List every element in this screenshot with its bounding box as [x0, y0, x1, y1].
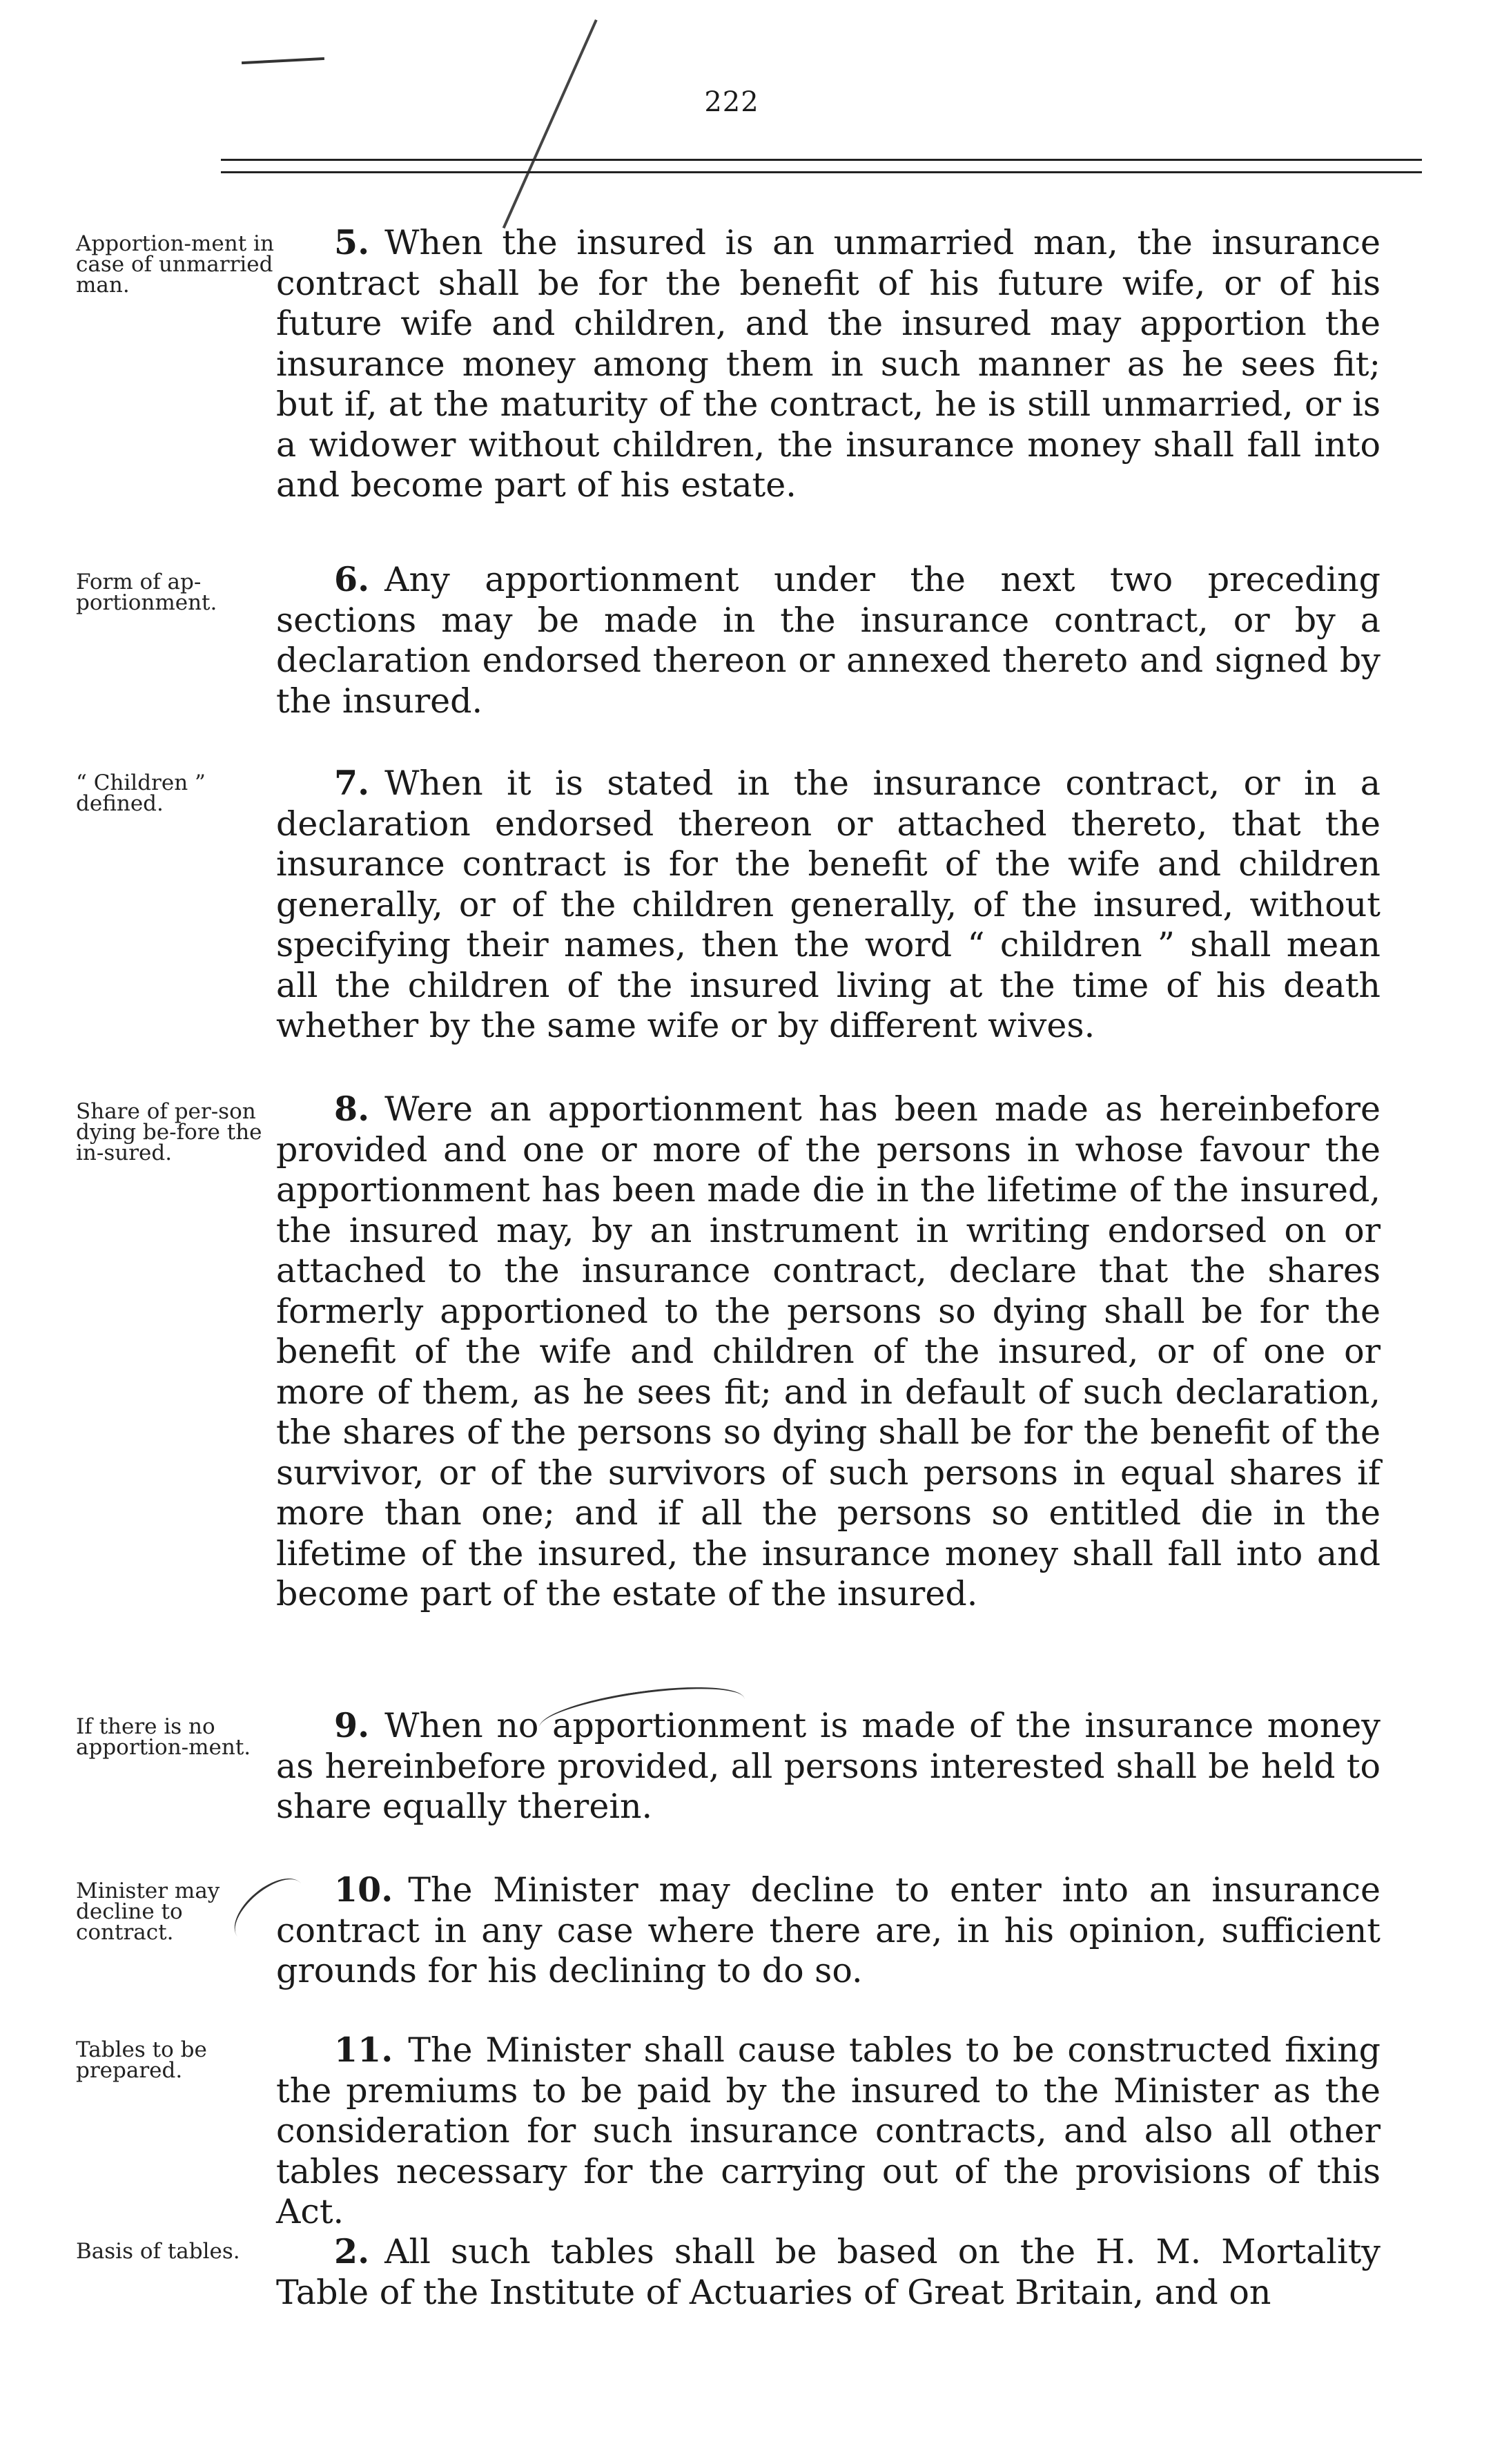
section-number: 7.: [334, 763, 370, 803]
section-text: [276, 1089, 1381, 1615]
section-number: 9.: [334, 1705, 370, 1745]
pen-slash-mark: [503, 19, 598, 229]
margin-note: Minister may decline to contract.: [76, 1879, 220, 1945]
section-number: 5.: [334, 222, 370, 262]
section-text: [276, 1870, 1381, 1992]
margin-note: Share of per-son dying be-fore the in-sured.: [76, 1099, 262, 1165]
section-text: [276, 2231, 1381, 2313]
header-rule-bottom: [221, 171, 1422, 173]
margin-note: “ Children ” defined.: [76, 770, 206, 816]
section-body: The Minister shall cause tables to be constructed fixing the premiums to be paid by the insured to the Minister as the consideration for such insurance contracts, and also all other tables necessary for the carrying out of the provisions of this Act.: [276, 2030, 1381, 2231]
margin-note: If there is no apportion-ment.: [76, 1714, 251, 1760]
section-text: [276, 1705, 1381, 1827]
section-text: [276, 2030, 1381, 2233]
pen-scratch-mark: [242, 57, 324, 64]
section-body: The Minister may decline to enter into an insurance contract in any case where there are, in his opinion, sufficient grounds for his declining to do so.: [276, 1870, 1381, 1990]
page-number: 222: [704, 86, 759, 118]
header-rule-top: [221, 159, 1422, 161]
margin-note: Tables to be prepared.: [76, 2037, 207, 2083]
section-number: 11.: [334, 2030, 393, 2070]
section-number: 8.: [334, 1089, 370, 1129]
section-text: [276, 559, 1381, 721]
section-text: [276, 222, 1381, 506]
section-body: When the insured is an unmarried man, the insurance contract shall be for the benefit of his future wife, or of his future wife and children, and the insured may apportion the insurance money among them in such manner as he sees fit; but if, at the maturity of the contract, he is still unmarried, or is a widower without children, the insurance money shall fall into and become part of his estate.: [276, 223, 1381, 505]
section-body: Were an apportionment has been made as hereinbefore provided and one or more of the persons in whose favour the apportionment has been made die in the lifetime of the insured, the insured may, by an instrument in writing endorsed on or attached to the insurance contract, declare that the shares formerly apportioned to the persons so dying shall be for the benefit of the wife and children of the insured, or of one or more of them, as he sees fit; and in default of such declaration, the shares of the persons so dying shall be for the benefit of the survivor, or of the survivors of such persons in equal shares if more than one; and if all the persons so entitled die in the lifetime of the insured, the insurance money shall fall into and become part of the estate of the insured.: [276, 1089, 1381, 1613]
section-body: All such tables shall be based on the H. M. Mortality Table of the Institute of Actuaries of Great Britain, and on: [276, 2232, 1381, 2312]
margin-note: Basis of tables.: [76, 2239, 240, 2264]
section-body: When no apportionment is made of the insurance money as hereinbefore provided, all persons interested shall be held to share equally therein.: [276, 1706, 1381, 1826]
section-number: 2.: [334, 2231, 370, 2271]
section-text: [276, 763, 1381, 1047]
section-number: 10.: [334, 1870, 393, 1910]
section-body: When it is stated in the insurance contract, or in a declaration endorsed thereon or attached thereto, that the insurance contract is for the benefit of the wife and children generally, or of the children generally, of the insured, without specifying their names, then the word “ children ” shall mean all the children of the insured living at the time of his death whether by the same wife or by different wives.: [276, 764, 1381, 1045]
margin-note: Apportion-ment in case of unmarried man.: [76, 231, 274, 298]
section-number: 6.: [334, 559, 370, 599]
section-body: Any apportionment under the next two preceding sections may be made in the insurance contract, or by a declaration endorsed thereon or annexed thereto and signed by the insured.: [276, 560, 1381, 721]
margin-note: Form of ap-portionment.: [76, 570, 217, 615]
